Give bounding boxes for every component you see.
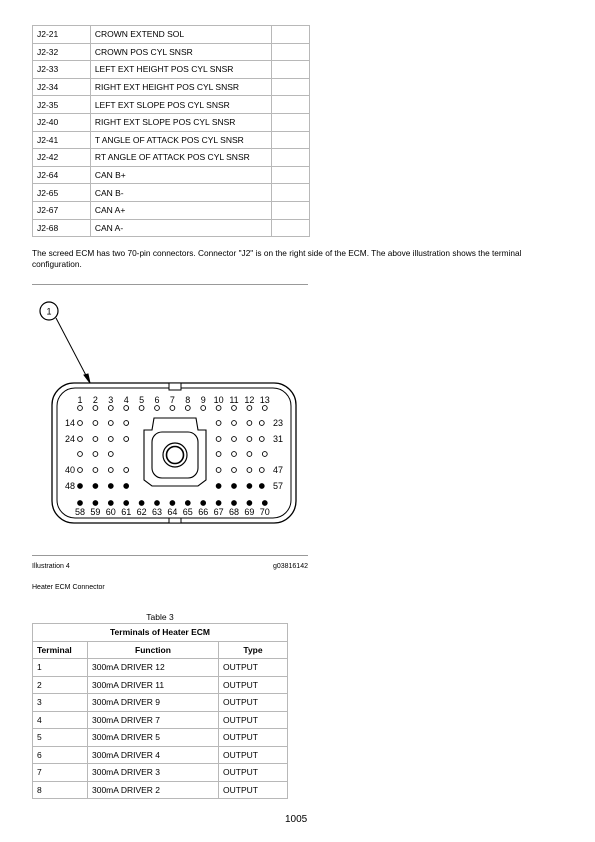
type-cell: OUTPUT <box>219 781 288 799</box>
table-row <box>33 166 310 184</box>
terminal-cell: J2-21 <box>33 26 91 44</box>
pin-hole <box>232 406 237 411</box>
pin-number: 5 <box>139 395 145 405</box>
pin-hole <box>247 437 252 442</box>
empty-cell <box>272 43 310 61</box>
pin-number: 1 <box>77 395 83 405</box>
function-cell: CAN B+ <box>90 166 272 184</box>
pin-hole <box>201 406 206 411</box>
pin-number: 62 <box>136 507 147 517</box>
terminal-cell: J2-67 <box>33 201 91 219</box>
terminal-cell: 1 <box>33 659 88 677</box>
pin-row-label-right: 31 <box>273 434 284 444</box>
function-cell: 300mA DRIVER 2 <box>88 781 219 799</box>
pin-row-label-left: 48 <box>65 481 76 491</box>
pin-number: 2 <box>92 395 98 405</box>
terminal-cell: J2-40 <box>33 113 91 131</box>
pin-hole <box>78 484 83 489</box>
pin-hole <box>108 501 113 506</box>
pin-hole <box>93 501 98 506</box>
table-row <box>33 131 310 149</box>
pin-number: 66 <box>198 507 209 517</box>
function-cell: CAN B- <box>90 184 272 202</box>
pin-hole <box>78 501 83 506</box>
table-header-row <box>33 641 288 659</box>
pin-hole <box>108 437 113 442</box>
table-row <box>33 78 310 96</box>
type-cell: OUTPUT <box>219 764 288 782</box>
heater-ecm-connector-illustration <box>32 290 310 546</box>
pin-number: 11 <box>229 395 239 405</box>
center-socket-hole <box>167 447 184 464</box>
pin-hole <box>108 406 113 411</box>
connector-housing-inner <box>57 388 291 518</box>
pin-hole <box>124 406 129 411</box>
terminal-cell: 5 <box>33 729 88 747</box>
j2-terminal-table <box>32 25 310 237</box>
type-cell: OUTPUT <box>219 711 288 729</box>
table-caption: Table 3 <box>146 612 174 622</box>
table-row <box>33 184 310 202</box>
function-cell: LEFT EXT SLOPE POS CYL SNSR <box>90 96 272 114</box>
callout-number: 1 <box>46 306 52 317</box>
empty-cell <box>272 96 310 114</box>
pin-hole <box>124 437 129 442</box>
function-cell: 300mA DRIVER 5 <box>88 729 219 747</box>
pin-number: 7 <box>169 395 175 405</box>
empty-cell <box>272 61 310 79</box>
pin-hole <box>93 406 98 411</box>
pin-hole <box>232 468 237 473</box>
pin-hole <box>108 421 113 426</box>
pin-number: 58 <box>74 507 86 517</box>
housing-key-bottom <box>169 518 181 523</box>
illustration-label: Illustration 4 <box>32 563 70 570</box>
illustration-id: g03816142 <box>272 563 308 570</box>
pin-hole <box>78 437 83 442</box>
table-row <box>33 694 288 712</box>
pin-hole <box>93 437 98 442</box>
pin-row-label-right: 23 <box>273 418 284 428</box>
pin-hole <box>232 437 237 442</box>
terminal-cell: J2-42 <box>33 149 91 167</box>
table-title: Terminals of Heater ECM <box>33 624 288 642</box>
illustration-title: Heater ECM Connector <box>32 584 105 591</box>
pin-number: 9 <box>200 395 206 405</box>
empty-cell <box>272 166 310 184</box>
pin-number: 61 <box>121 507 132 517</box>
pin-hole <box>124 501 129 506</box>
empty-cell <box>272 149 310 167</box>
pin-hole <box>247 501 252 506</box>
empty-cell <box>272 113 310 131</box>
pin-hole <box>185 406 190 411</box>
pin-hole <box>262 501 267 506</box>
terminal-cell: J2-33 <box>33 61 91 79</box>
function-cell: CAN A+ <box>90 201 272 219</box>
pin-hole <box>170 406 175 411</box>
pin-hole <box>216 406 221 411</box>
table-row <box>33 781 288 799</box>
illustration-bottom-rule <box>32 555 308 556</box>
pin-number: 59 <box>90 507 101 517</box>
pin-hole <box>155 406 160 411</box>
pin-hole <box>93 452 98 457</box>
terminal-cell: J2-35 <box>33 96 91 114</box>
function-cell: 300mA DRIVER 3 <box>88 764 219 782</box>
pin-hole <box>262 452 267 457</box>
table-row <box>33 764 288 782</box>
pin-number: 64 <box>167 507 178 517</box>
table-title-row <box>33 624 288 642</box>
terminal-cell: J2-34 <box>33 78 91 96</box>
pin-hole <box>232 452 237 457</box>
pin-hole <box>232 501 237 506</box>
terminal-cell: 4 <box>33 711 88 729</box>
heater-ecm-terminal-table-body <box>33 659 288 799</box>
pin-hole <box>124 468 129 473</box>
type-cell: OUTPUT <box>219 746 288 764</box>
function-cell: RT ANGLE OF ATTACK POS CYL SNSR <box>90 149 272 167</box>
pin-hole <box>259 437 264 442</box>
table-row <box>33 219 310 237</box>
type-cell: OUTPUT <box>219 694 288 712</box>
function-cell: LEFT EXT HEIGHT POS CYL SNSR <box>90 61 272 79</box>
empty-cell <box>272 201 310 219</box>
table-row <box>33 711 288 729</box>
pin-number: 70 <box>259 507 270 517</box>
pin-number: 12 <box>244 395 255 405</box>
terminal-cell: 2 <box>33 676 88 694</box>
pin-number: 6 <box>154 395 160 405</box>
pin-hole <box>78 421 83 426</box>
terminal-cell: J2-32 <box>33 43 91 61</box>
center-socket <box>152 432 198 478</box>
pin-number: 60 <box>105 507 116 517</box>
pin-number: 8 <box>185 395 191 405</box>
table-row <box>33 659 288 677</box>
table-row <box>33 201 310 219</box>
pin-number: 4 <box>123 395 129 405</box>
function-cell: 300mA DRIVER 12 <box>88 659 219 677</box>
terminal-cell: J2-41 <box>33 131 91 149</box>
center-boss <box>144 418 206 486</box>
header-type: Type <box>219 641 288 659</box>
pin-hole <box>216 452 221 457</box>
page-number: 1005 <box>285 814 308 825</box>
pin-row-label-left: 40 <box>65 465 76 475</box>
pin-hole <box>259 421 264 426</box>
empty-cell <box>272 184 310 202</box>
pin-hole <box>259 484 264 489</box>
function-cell: RIGHT EXT HEIGHT POS CYL SNSR <box>90 78 272 96</box>
pin-hole <box>124 421 129 426</box>
pin-hole <box>247 452 252 457</box>
pin-hole <box>185 501 190 506</box>
housing-key-top <box>169 383 181 390</box>
pin-hole <box>155 501 160 506</box>
table-row <box>33 26 310 44</box>
pin-hole <box>139 406 144 411</box>
heater-ecm-terminal-table <box>32 623 288 799</box>
header-function: Function <box>88 641 219 659</box>
function-cell: CROWN EXTEND SOL <box>90 26 272 44</box>
header-terminal: Terminal <box>33 641 88 659</box>
table-row <box>33 96 310 114</box>
terminal-cell: 6 <box>33 746 88 764</box>
table-row <box>33 43 310 61</box>
pin-hole <box>247 421 252 426</box>
j2-terminal-table-body <box>33 26 310 237</box>
pin-hole <box>247 484 252 489</box>
terminal-cell: J2-65 <box>33 184 91 202</box>
pin-hole <box>108 452 113 457</box>
table-row <box>33 746 288 764</box>
pin-row-label-left: 24 <box>65 434 76 444</box>
pin-row-label-right: 47 <box>273 465 284 475</box>
empty-cell <box>272 131 310 149</box>
pin-number: 13 <box>259 395 270 405</box>
pin-hole <box>216 421 221 426</box>
pin-hole <box>124 484 129 489</box>
pin-hole <box>108 468 113 473</box>
pin-hole <box>247 406 252 411</box>
function-cell: 300mA DRIVER 9 <box>88 694 219 712</box>
pin-hole <box>259 468 264 473</box>
type-cell: OUTPUT <box>219 729 288 747</box>
pin-hole <box>232 484 237 489</box>
pin-hole <box>201 501 206 506</box>
pin-number: 3 <box>108 395 114 405</box>
terminal-cell: 8 <box>33 781 88 799</box>
pin-hole <box>78 406 83 411</box>
pin-hole <box>78 468 83 473</box>
pin-hole <box>93 484 98 489</box>
empty-cell <box>272 219 310 237</box>
pin-hole <box>216 468 221 473</box>
pin-hole <box>93 421 98 426</box>
pin-hole <box>247 468 252 473</box>
pin-hole <box>216 501 221 506</box>
pin-number: 65 <box>182 507 193 517</box>
pin-row-label-left: 14 <box>65 418 76 428</box>
table-row <box>33 113 310 131</box>
table-row <box>33 729 288 747</box>
pin-hole <box>262 406 267 411</box>
pin-hole <box>139 501 144 506</box>
function-cell: RIGHT EXT SLOPE POS CYL SNSR <box>90 113 272 131</box>
table-row <box>33 149 310 167</box>
pin-number: 68 <box>228 507 240 517</box>
pin-row-label-right: 57 <box>273 481 284 491</box>
pin-hole <box>170 501 175 506</box>
function-cell: 300mA DRIVER 7 <box>88 711 219 729</box>
pin-number: 67 <box>213 507 224 517</box>
pin-number: 69 <box>244 507 255 517</box>
function-cell: 300mA DRIVER 11 <box>88 676 219 694</box>
illustration-top-rule <box>32 284 308 285</box>
terminal-cell: J2-68 <box>33 219 91 237</box>
pin-hole <box>216 437 221 442</box>
arrowhead <box>84 374 90 383</box>
table-row <box>33 676 288 694</box>
pin-number: 63 <box>151 507 163 517</box>
pin-number: 10 <box>213 395 224 405</box>
leader-line <box>56 318 90 383</box>
function-cell: CAN A- <box>90 219 272 237</box>
pin-hole <box>216 484 221 489</box>
empty-cell <box>272 78 310 96</box>
function-cell: CROWN POS CYL SNSR <box>90 43 272 61</box>
function-cell: 300mA DRIVER 4 <box>88 746 219 764</box>
terminal-cell: 3 <box>33 694 88 712</box>
type-cell: OUTPUT <box>219 676 288 694</box>
terminal-cell: J2-64 <box>33 166 91 184</box>
pin-hole <box>108 484 113 489</box>
pin-hole <box>93 468 98 473</box>
pin-hole <box>232 421 237 426</box>
pin-hole <box>78 452 83 457</box>
function-cell: T ANGLE OF ATTACK POS CYL SNSR <box>90 131 272 149</box>
table-row <box>33 61 310 79</box>
connector-description: The screed ECM has two 70-pin connectors. Connector "J2" is on the right side of the ECM. The above illustration shows the terminal configuration. <box>32 248 522 269</box>
empty-cell <box>272 26 310 44</box>
terminal-cell: 7 <box>33 764 88 782</box>
type-cell: OUTPUT <box>219 659 288 677</box>
